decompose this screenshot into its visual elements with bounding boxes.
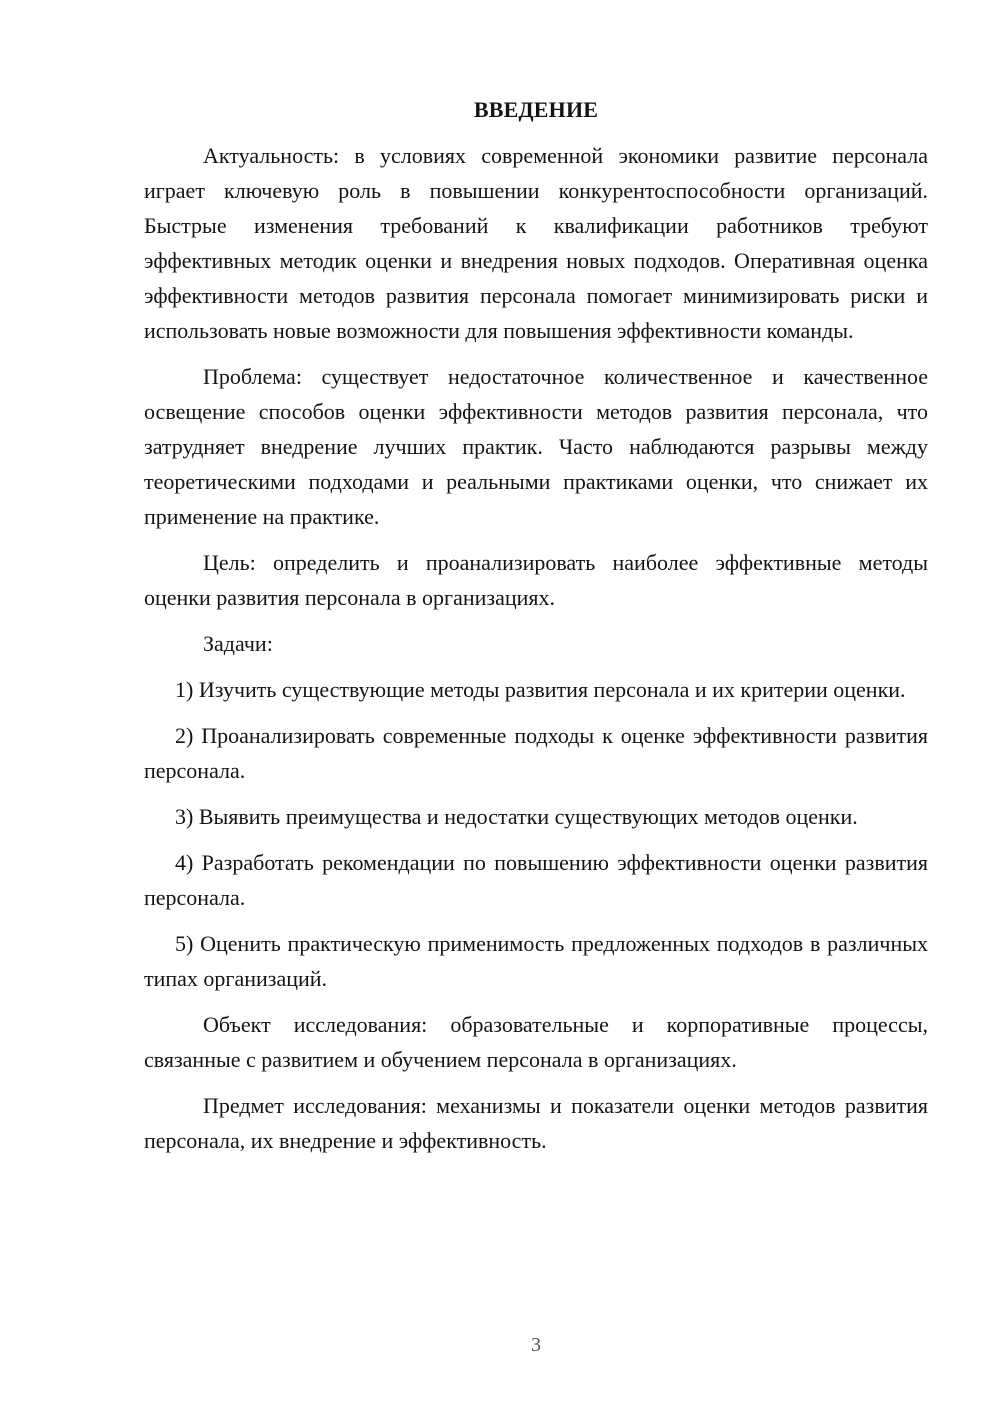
paragraph-goal: Цель: определить и проанализировать наиболее эффективные методы оценки развития персонала в организациях. [144, 550, 928, 610]
task-item-2: 2) Проанализировать современные подходы к оценке эффективности развития персонала. [144, 723, 928, 783]
paragraph-problem: Проблема: существует недостаточное количественное и качественное освещение способов оценки эффективности методов развития персонала, что затрудняет внедрение лучших практик. Часто наблюдаются разрывы между теоретическими подходами и реальными практиками оценки, что снижает их применение на практике. [144, 364, 928, 529]
section-heading: ВВЕДЕНИЕ [473, 97, 599, 122]
page-content [144, 96, 928, 1169]
task-item-4: 4) Разработать рекомендации по повышению эффективности оценки развития персонала. [144, 850, 928, 910]
task-item-3: 3) Выявить преимущества и недостатки существующих методов оценки. [175, 804, 858, 829]
paragraph-subject: Предмет исследования: механизмы и показатели оценки методов развития персонала, их внедрение и эффективность. [144, 1093, 928, 1153]
paragraph-relevance: Актуальность: в условиях современной экономики развитие персонала играет ключевую роль в повышении конкурентоспособности организаций. Быстрые изменения требований к квалификации работников требуют эффективных методик оценки и внедрения новых подходов. Оперативная оценка эффективности методов развития персонала помогает минимизировать риски и использовать новые возможности для повышения эффективности команды. [144, 143, 928, 343]
task-item-5: 5) Оценить практическую применимость предложенных подходов в различных типах организаций. [144, 931, 928, 991]
paragraph-object: Объект исследования: образовательные и корпоративные процессы, связанные с развитием и обучением персонала в организациях. [144, 1012, 928, 1072]
tasks-label: Задачи: [203, 631, 273, 656]
page-number: 3 [531, 1334, 541, 1356]
task-item-1: 1) Изучить существующие методы развития персонала и их критерии оценки. [175, 677, 906, 702]
